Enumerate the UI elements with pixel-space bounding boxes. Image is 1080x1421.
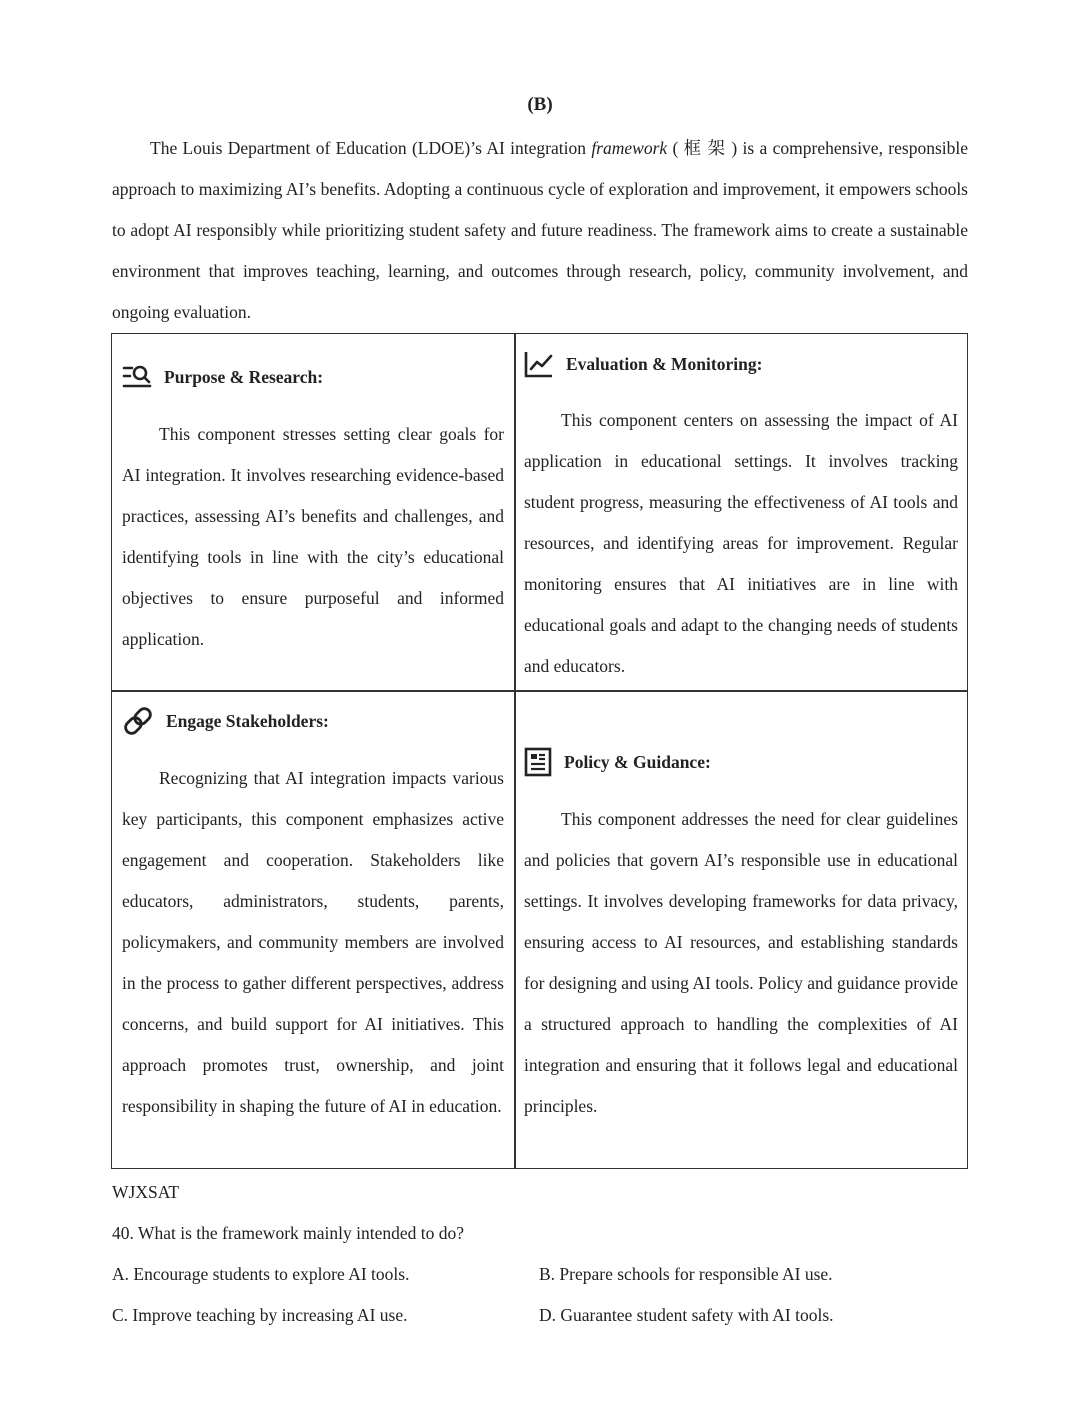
option-d[interactable]: D. Guarantee student safety with AI tools. [539,1305,834,1325]
cell-text: This component stresses setting clear goals for AI integration. It involves researching evidence-based practices, assessing AI’s benefits and challenges, and identifying tools in line with the city’s educational objectives to ensure purposeful and informed application. [122,424,504,649]
intro-italic-word: framework [591,138,668,158]
cell-engage-stakeholders [122,706,504,1127]
document-icon [524,747,552,777]
table-divider-vertical [514,334,516,1168]
intro-paragraph [112,128,968,333]
link-icon [122,706,154,736]
option-a[interactable]: A. Encourage students to explore AI tools. [112,1264,410,1284]
source-code: WJXSAT [112,1182,180,1202]
intro-text-1: The Louis Department of Education (LDOE)’s AI integration [150,138,592,158]
intro-text-2: ( 框 架 ) is a comprehensive, responsible approach to maximizing AI’s benefits. Adopting a continuous cycle of exploration and improvement, it empowers schools to adopt AI responsibly while prioritizing student safety and future readiness. The framework aims to create a sustainable environment that improves teaching, learning, and outcomes through research, policy, community involvement, and ongoing evaluation. [112,138,969,322]
cell-title: Engage Stakeholders: [166,710,329,731]
cell-title: Purpose & Research: [164,366,324,387]
cell-title: Evaluation & Monitoring: [566,353,763,374]
line-chart-icon [524,350,554,378]
section-label: (B) [527,94,553,115]
search-list-icon [122,364,152,390]
cell-text: This component addresses the need for clear guidelines and policies that govern AI’s responsible use in educational settings. It involves developing frameworks for data privacy, ensuring access to AI resources, and establishing standards for designing and using AI tools. Policy and guidance provide a structured approach to handling the complexities of AI integration and ensuring that it follows legal and educational principles. [524,809,958,1116]
cell-purpose-research [122,364,504,660]
cell-text: Recognizing that AI integration impacts various key participants, this component emphasizes active engagement and cooperation. Stakeholders like educators, administrators, students, parents, policymakers, and community members are involved in the process to gather different perspectives, address concerns, and build support for AI initiatives. This approach promotes trust, ownership, and joint responsibility in shaping the future of AI in education. [122,768,504,1116]
cell-evaluation-monitoring [524,350,958,687]
cell-title: Policy & Guidance: [564,751,711,772]
option-b[interactable]: B. Prepare schools for responsible AI use. [539,1264,833,1284]
question-text: 40. What is the framework mainly intended to do? [112,1223,465,1243]
table-divider-horizontal [112,690,967,692]
cell-policy-guidance [524,747,958,1127]
cell-text: This component centers on assessing the impact of AI application in educational settings. It involves tracking student progress, measuring the effectiveness of AI tools and resources, and identifying areas for improvement. Regular monitoring ensures that AI initiatives are in line with educational goals and adapt to the changing needs of students and educators. [524,410,958,676]
framework-table [111,333,968,1169]
option-c[interactable]: C. Improve teaching by increasing AI use. [112,1305,408,1325]
